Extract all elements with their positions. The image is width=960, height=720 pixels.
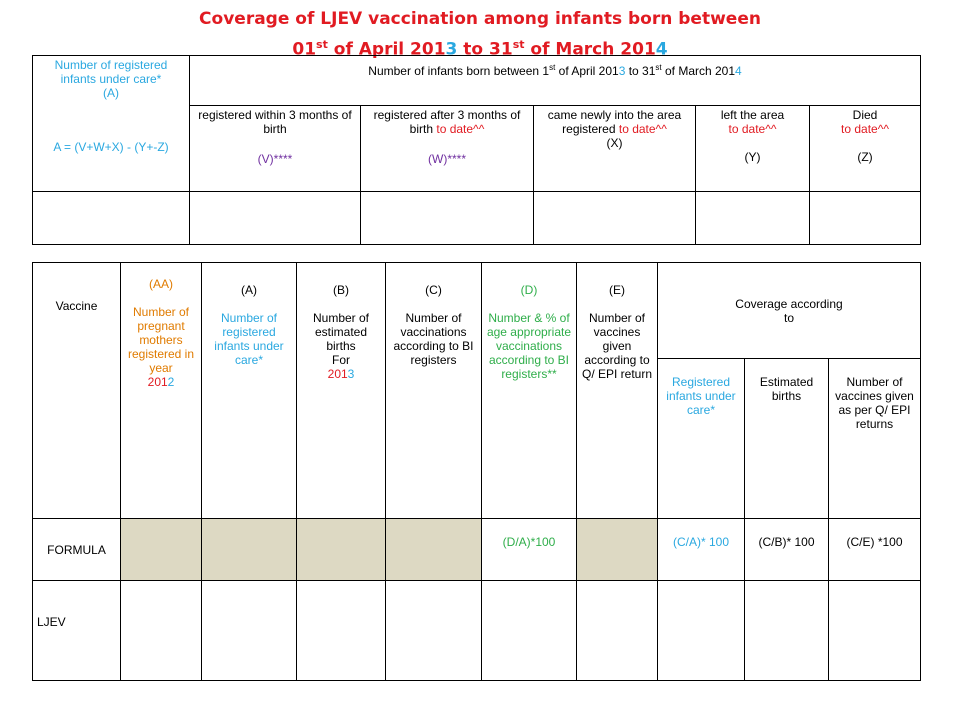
header-aa: (AA) Number of pregnant mothers registered in year 2012 bbox=[121, 263, 202, 519]
ljev-e-cell[interactable] bbox=[577, 581, 658, 681]
formula-cb: (C/B)* 100 bbox=[745, 519, 829, 581]
infants-born-header: Number of infants born between 1st of April 2013 to 31st of March 2014 bbox=[190, 56, 921, 106]
coverage-registered-header: Registered infants under care* bbox=[658, 359, 745, 519]
formula-a: A = (V+W+X) - (Y+-Z) bbox=[53, 140, 169, 154]
header-d: (D) Number & % of age appropriate vaccinations according to BI registers** bbox=[482, 263, 577, 519]
formula-aa-cell bbox=[121, 519, 202, 581]
vaccine-header: Vaccine bbox=[33, 263, 121, 519]
formula-ce: (C/E) *100 bbox=[829, 519, 921, 581]
header-y: left the area to date^^ (Y) bbox=[696, 106, 810, 192]
ljev-b-cell[interactable] bbox=[297, 581, 386, 681]
value-w-cell[interactable] bbox=[361, 192, 534, 245]
ljev-cov-reg-cell[interactable] bbox=[658, 581, 745, 681]
ljev-d-cell[interactable] bbox=[482, 581, 577, 681]
registered-infants-header: Number of registered infants under care* (A) A = (V+W+X) - (Y+-Z) bbox=[33, 56, 190, 192]
value-y-cell[interactable] bbox=[696, 192, 810, 245]
header-b: (B) Number of estimated births For 2013 bbox=[297, 263, 386, 519]
coverage-estimated-header: Estimated births bbox=[745, 359, 829, 519]
registration-table bbox=[32, 55, 921, 245]
ljev-cov-vac-cell[interactable] bbox=[829, 581, 921, 681]
formula-label: FORMULA bbox=[33, 519, 121, 581]
header-w: registered after 3 months of birth to date^^ (W)**** bbox=[361, 106, 534, 192]
ljev-label: LJEV bbox=[33, 581, 121, 681]
value-z-cell[interactable] bbox=[810, 192, 921, 245]
title-line-1: Coverage of LJEV vaccination among infants born between bbox=[199, 9, 761, 29]
coverage-vaccines-header: Number of vaccines given as per Q/ EPI returns bbox=[829, 359, 921, 519]
formula-ca: (C/A)* 100 bbox=[658, 519, 745, 581]
formula-e-cell bbox=[577, 519, 658, 581]
header-c: (C) Number of vaccinations according to BI registers bbox=[386, 263, 482, 519]
ljev-a-cell[interactable] bbox=[202, 581, 297, 681]
coverage-header: Coverage according to bbox=[658, 263, 921, 359]
header-e: (E) Number of vaccines given according to Q/ EPI return bbox=[577, 263, 658, 519]
formula-c-cell bbox=[386, 519, 482, 581]
formula-b-cell bbox=[297, 519, 386, 581]
formula-d: (D/A)*100 bbox=[482, 519, 577, 581]
ljev-c-cell[interactable] bbox=[386, 581, 482, 681]
header-x: came newly into the area registered to date^^ (X) bbox=[534, 106, 696, 192]
value-a-cell[interactable] bbox=[33, 192, 190, 245]
title-line-2: 01st of April 2013 to 31st of March 2014 bbox=[292, 38, 668, 60]
value-v-cell[interactable] bbox=[190, 192, 361, 245]
value-x-cell[interactable] bbox=[534, 192, 696, 245]
formula-a-cell bbox=[202, 519, 297, 581]
ljev-aa-cell[interactable] bbox=[121, 581, 202, 681]
header-z: Died to date^^ (Z) bbox=[810, 106, 921, 192]
header-v: registered within 3 months of birth (V)**** bbox=[190, 106, 361, 192]
coverage-table bbox=[32, 262, 921, 681]
ljev-cov-est-cell[interactable] bbox=[745, 581, 829, 681]
header-a2: (A) Number of registered infants under care* bbox=[202, 263, 297, 519]
